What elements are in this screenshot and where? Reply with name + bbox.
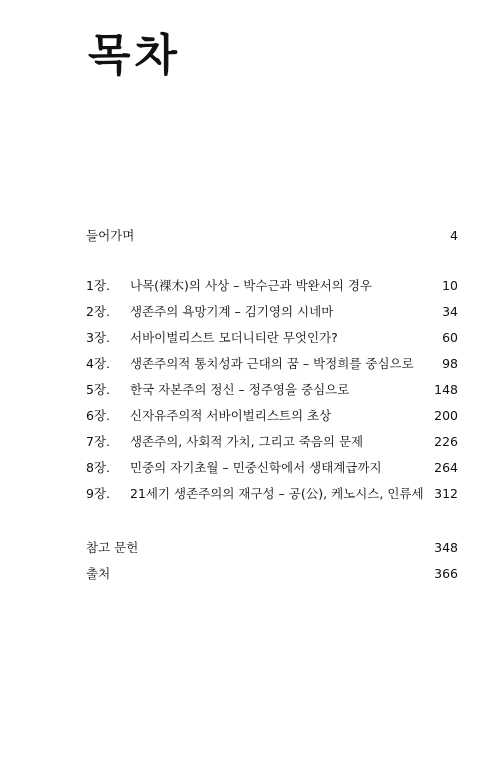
chapter-title: 민중의 자기초월 – 민중신학에서 생태계급까지 (130, 460, 382, 475)
toc-page-number: 60 (442, 330, 458, 345)
toc-chapter-2 (86, 302, 458, 322)
toc-page-number: 34 (442, 304, 458, 319)
toc-references (86, 538, 458, 558)
chapter-number: 4장. (86, 356, 111, 371)
toc-entry-title: 참고 문헌 (86, 540, 139, 555)
chapter-title: 한국 자본주의 정신 – 정주영을 중심으로 (130, 382, 350, 397)
toc-page-number: 4 (450, 228, 458, 243)
toc-chapter-8 (86, 458, 458, 478)
toc-page-number: 348 (434, 540, 458, 555)
toc-chapter-9 (86, 484, 458, 504)
chapter-number: 9장. (86, 486, 111, 501)
chapter-number: 6장. (86, 408, 111, 423)
page-title: 목차 (88, 30, 182, 81)
chapter-title: 생존주의 욕망기계 – 김기영의 시네마 (130, 304, 334, 319)
toc-chapter-4 (86, 354, 458, 374)
toc-entry-title: 출처 (86, 566, 111, 581)
chapter-title: 신자유주의적 서바이벌리스트의 초상 (130, 408, 332, 423)
toc-chapter-6 (86, 406, 458, 426)
chapter-number: 5장. (86, 382, 111, 397)
chapter-number: 8장. (86, 460, 111, 475)
toc-page-number: 312 (434, 486, 458, 501)
toc-entry-title: 들어가며 (86, 228, 135, 243)
toc-page-number: 226 (434, 434, 458, 449)
toc-page-number: 264 (434, 460, 458, 475)
chapter-title: 서바이벌리스트 모더니티란 무엇인가? (130, 330, 338, 345)
chapter-number: 1장. (86, 278, 111, 293)
toc-chapter-3 (86, 328, 458, 348)
toc-page-number: 98 (442, 356, 458, 371)
toc-intro (86, 226, 458, 246)
toc-page-number: 366 (434, 566, 458, 581)
chapter-number: 3장. (86, 330, 111, 345)
toc-chapter-1 (86, 276, 458, 296)
chapter-title: 생존주의적 통치성과 근대의 꿈 – 박정희를 중심으로 (130, 356, 414, 371)
toc-page-number: 148 (434, 382, 458, 397)
toc-sources (86, 564, 458, 584)
toc-page-number: 10 (442, 278, 458, 293)
chapter-title: 21세기 생존주의의 재구성 – 공(公), 케노시스, 인류세 (130, 486, 424, 501)
toc-chapter-5 (86, 380, 458, 400)
chapter-number: 7장. (86, 434, 111, 449)
chapter-title: 생존주의, 사회적 가치, 그리고 죽음의 문제 (130, 434, 364, 449)
toc-page-number: 200 (434, 408, 458, 423)
chapter-title: 나목(裸木)의 사상 – 박수근과 박완서의 경우 (130, 278, 372, 293)
chapter-number: 2장. (86, 304, 111, 319)
toc-chapter-7 (86, 432, 458, 452)
